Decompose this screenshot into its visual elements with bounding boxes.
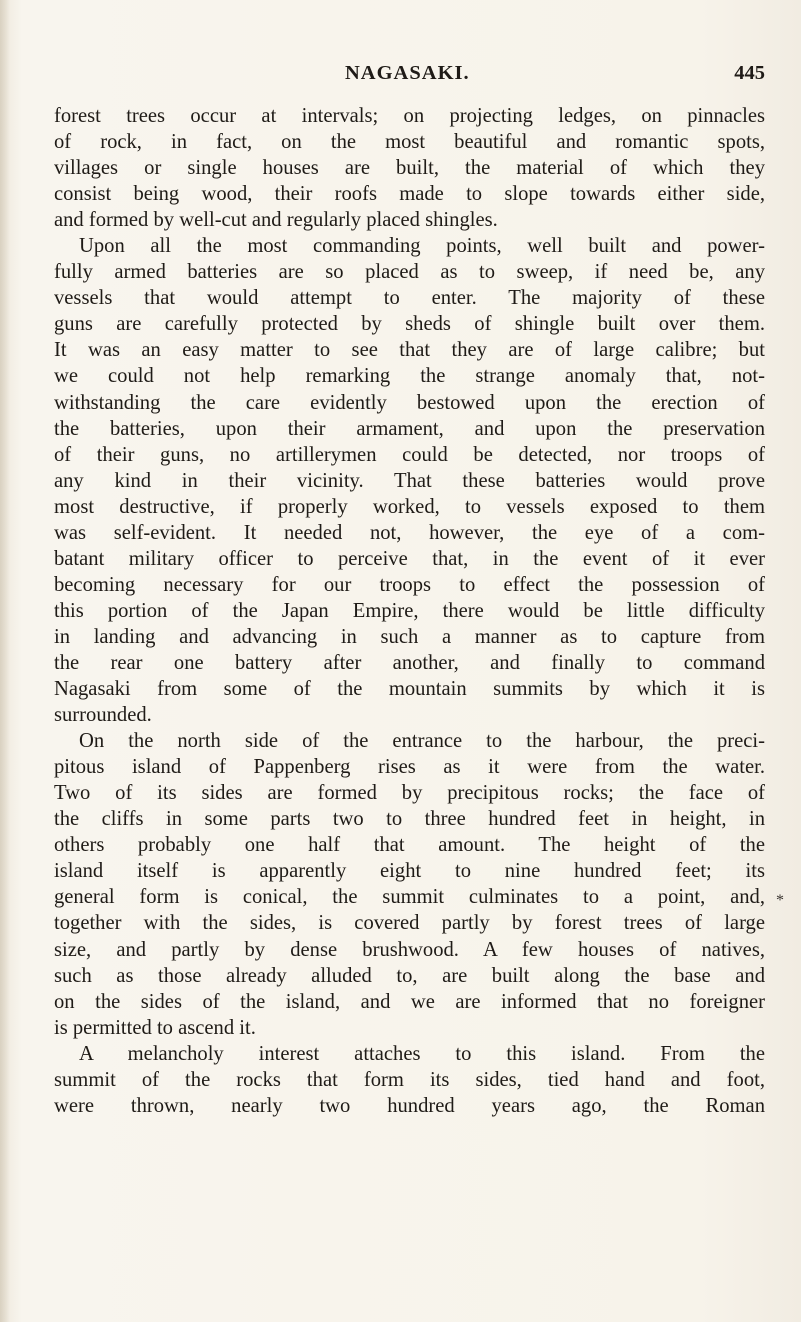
- text-line: It was an easy matter to see that they are of large calibre; but: [54, 339, 765, 362]
- text-line: villages or single houses are built, the material of which they: [54, 157, 765, 180]
- text-line: together with the sides, is covered partly by forest trees of large: [54, 912, 765, 935]
- text-line: Upon all the most commanding points, well built and power-: [79, 235, 765, 258]
- text-line: the cliffs in some parts two to three hundred feet in height, in: [54, 808, 765, 831]
- text-line: vessels that would attempt to enter. The majority of these: [54, 287, 765, 310]
- text-line: batant military officer to perceive that, in the event of it ever: [54, 547, 765, 570]
- text-line: pitous island of Pappenberg rises as it were from the water.: [54, 756, 765, 779]
- text-line: consist being wood, their roofs made to slope towards either side,: [54, 183, 765, 206]
- text-line: On the north side of the entrance to the harbour, the preci-: [79, 730, 765, 753]
- page-number: 445: [734, 62, 765, 84]
- text-line: this portion of the Japan Empire, there would be little difficulty: [54, 599, 765, 622]
- text-line: forest trees occur at intervals; on projecting ledges, on pinnacles: [54, 105, 765, 127]
- text-line: general form is conical, the summit culminates to a point, and,: [54, 886, 765, 909]
- text-line: were thrown, nearly two hundred years ago, the Roman: [54, 1094, 765, 1117]
- text-line: Nagasaki from some of the mountain summits by which it is: [54, 678, 765, 701]
- margin-asterisk: *: [776, 892, 784, 909]
- text-line: summit of the rocks that form its sides, tied hand and foot,: [54, 1068, 765, 1091]
- text-line: size, and partly by dense brushwood. A few houses of natives,: [54, 938, 765, 961]
- running-head: [345, 62, 765, 88]
- text-line: any kind in their vicinity. That these batteries would prove: [54, 469, 765, 492]
- text-line: was self-evident. It needed not, however, the eye of a com-: [54, 521, 765, 544]
- text-line: most destructive, if properly worked, to vessels exposed to them: [54, 495, 765, 518]
- running-head-title: NAGASAKI.: [345, 62, 470, 84]
- body-text: [54, 103, 765, 1119]
- text-line: withstanding the care evidently bestowed upon the erection of: [54, 391, 765, 414]
- text-line: surrounded.: [54, 704, 152, 727]
- text-line: the rear one battery after another, and finally to command: [54, 651, 765, 674]
- text-line: such as those already alluded to, are built along the base and: [54, 964, 765, 987]
- text-line: fully armed batteries are so placed as to sweep, if need be, any: [54, 261, 765, 284]
- text-line: of rock, in fact, on the most beautiful and romantic spots,: [54, 131, 765, 154]
- text-line: we could not help remarking the strange anomaly that, not-: [54, 365, 765, 388]
- text-line: and formed by well-cut and regularly placed shingles.: [54, 209, 498, 232]
- text-line: the batteries, upon their armament, and upon the preservation: [54, 417, 765, 440]
- text-line: others probably one half that amount. The height of the: [54, 834, 765, 857]
- binding-shadow: [0, 0, 10, 1322]
- text-line: in landing and advancing in such a manner as to capture from: [54, 625, 765, 648]
- text-line: island itself is apparently eight to nine hundred feet; its: [54, 860, 765, 883]
- text-line: becoming necessary for our troops to effect the possession of: [54, 573, 765, 596]
- text-line: is permitted to ascend it.: [54, 1016, 256, 1039]
- text-line: of their guns, no artillerymen could be detected, nor troops of: [54, 443, 765, 466]
- text-line: Two of its sides are formed by precipitous rocks; the face of: [54, 782, 765, 805]
- text-line: guns are carefully protected by sheds of shingle built over them.: [54, 313, 765, 336]
- text-line: on the sides of the island, and we are informed that no foreigner: [54, 990, 765, 1013]
- text-line: A melancholy interest attaches to this island. From the: [79, 1042, 765, 1065]
